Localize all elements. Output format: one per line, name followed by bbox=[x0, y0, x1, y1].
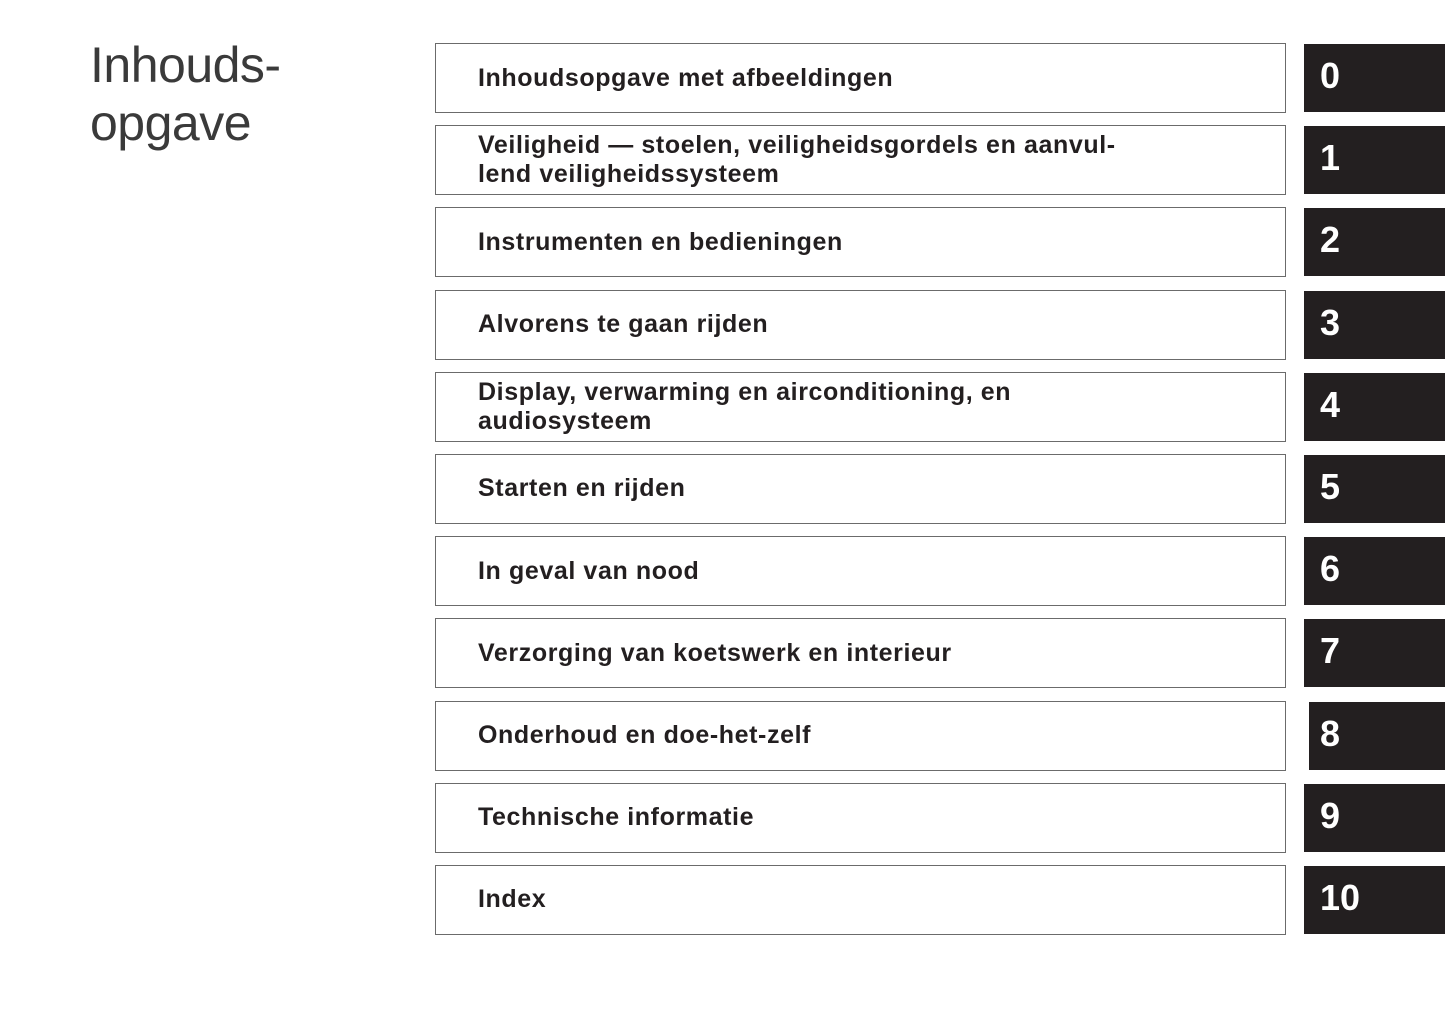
toc-item-label: Instrumenten en bedieningen bbox=[478, 227, 843, 256]
toc-item-label: Veiligheid — stoelen, veiligheidsgordels en aanvul- lend veiligheidssysteem bbox=[478, 131, 1116, 189]
chapter-number: 6 bbox=[1320, 548, 1341, 590]
toc-item-6[interactable] bbox=[435, 536, 1445, 606]
toc-item-label: In geval van nood bbox=[478, 556, 700, 585]
chapter-number: 0 bbox=[1320, 55, 1341, 96]
toc-item-label: Alvorens te gaan rijden bbox=[478, 310, 769, 339]
toc-item-box[interactable] bbox=[435, 207, 1286, 277]
toc-item-9[interactable] bbox=[435, 783, 1445, 853]
toc-item-box[interactable] bbox=[435, 43, 1286, 113]
toc-item-3[interactable] bbox=[435, 290, 1445, 360]
toc-item-box[interactable] bbox=[435, 865, 1286, 935]
toc-item-1[interactable] bbox=[435, 125, 1445, 195]
chapter-number: 3 bbox=[1320, 301, 1341, 343]
toc-item-label: Inhoudsopgave met afbeeldingen bbox=[478, 63, 894, 92]
chapter-tab-4[interactable] bbox=[1304, 373, 1445, 441]
toc-item-box[interactable] bbox=[435, 125, 1286, 195]
toc-item-0[interactable] bbox=[435, 43, 1445, 113]
chapter-tab-1[interactable] bbox=[1304, 126, 1445, 194]
toc-item-2[interactable] bbox=[435, 207, 1445, 277]
toc-item-label: Technische informatie bbox=[478, 803, 755, 832]
chapter-tab-6[interactable] bbox=[1304, 537, 1445, 605]
page-title-line-2: opgave bbox=[90, 95, 252, 151]
table-of-contents bbox=[435, 43, 1445, 947]
chapter-number: 8 bbox=[1320, 712, 1341, 754]
chapter-number: 1 bbox=[1320, 137, 1341, 179]
chapter-tab-2[interactable] bbox=[1304, 208, 1445, 276]
chapter-number: 2 bbox=[1320, 219, 1341, 261]
toc-item-box[interactable] bbox=[435, 372, 1286, 442]
chapter-number: 4 bbox=[1320, 383, 1341, 425]
chapter-number: 10 bbox=[1320, 876, 1361, 918]
chapter-tab-7[interactable] bbox=[1304, 619, 1445, 687]
toc-item-label: Starten en rijden bbox=[478, 474, 686, 503]
toc-item-8[interactable] bbox=[435, 701, 1445, 771]
toc-item-box[interactable] bbox=[435, 454, 1286, 524]
toc-item-4[interactable] bbox=[435, 372, 1445, 442]
toc-item-10[interactable] bbox=[435, 865, 1445, 935]
toc-item-box[interactable] bbox=[435, 701, 1286, 771]
toc-item-7[interactable] bbox=[435, 618, 1445, 688]
page-title-line-1: Inhouds- bbox=[90, 37, 281, 93]
chapter-tab-10[interactable] bbox=[1304, 866, 1445, 934]
toc-item-box[interactable] bbox=[435, 290, 1286, 360]
toc-item-label: Index bbox=[478, 885, 547, 914]
toc-item-box[interactable] bbox=[435, 618, 1286, 688]
toc-item-label: Onderhoud en doe-het-zelf bbox=[478, 721, 812, 749]
toc-item-box[interactable] bbox=[435, 783, 1286, 853]
page-title bbox=[90, 36, 281, 152]
chapter-number: 5 bbox=[1320, 465, 1341, 507]
toc-item-box[interactable] bbox=[435, 536, 1286, 606]
chapter-tab-3[interactable] bbox=[1304, 291, 1445, 359]
chapter-tab-9[interactable] bbox=[1304, 784, 1445, 852]
chapter-number: 9 bbox=[1320, 794, 1341, 836]
chapter-number: 7 bbox=[1320, 630, 1341, 672]
toc-item-label: Display, verwarming en airconditioning, en audiosysteem bbox=[478, 377, 1012, 435]
chapter-tab-8[interactable] bbox=[1309, 702, 1445, 770]
toc-item-label: Verzorging van koetswerk en interieur bbox=[478, 638, 952, 667]
chapter-tab-5[interactable] bbox=[1304, 455, 1445, 523]
chapter-tab-0[interactable] bbox=[1304, 44, 1445, 112]
toc-item-5[interactable] bbox=[435, 454, 1445, 524]
